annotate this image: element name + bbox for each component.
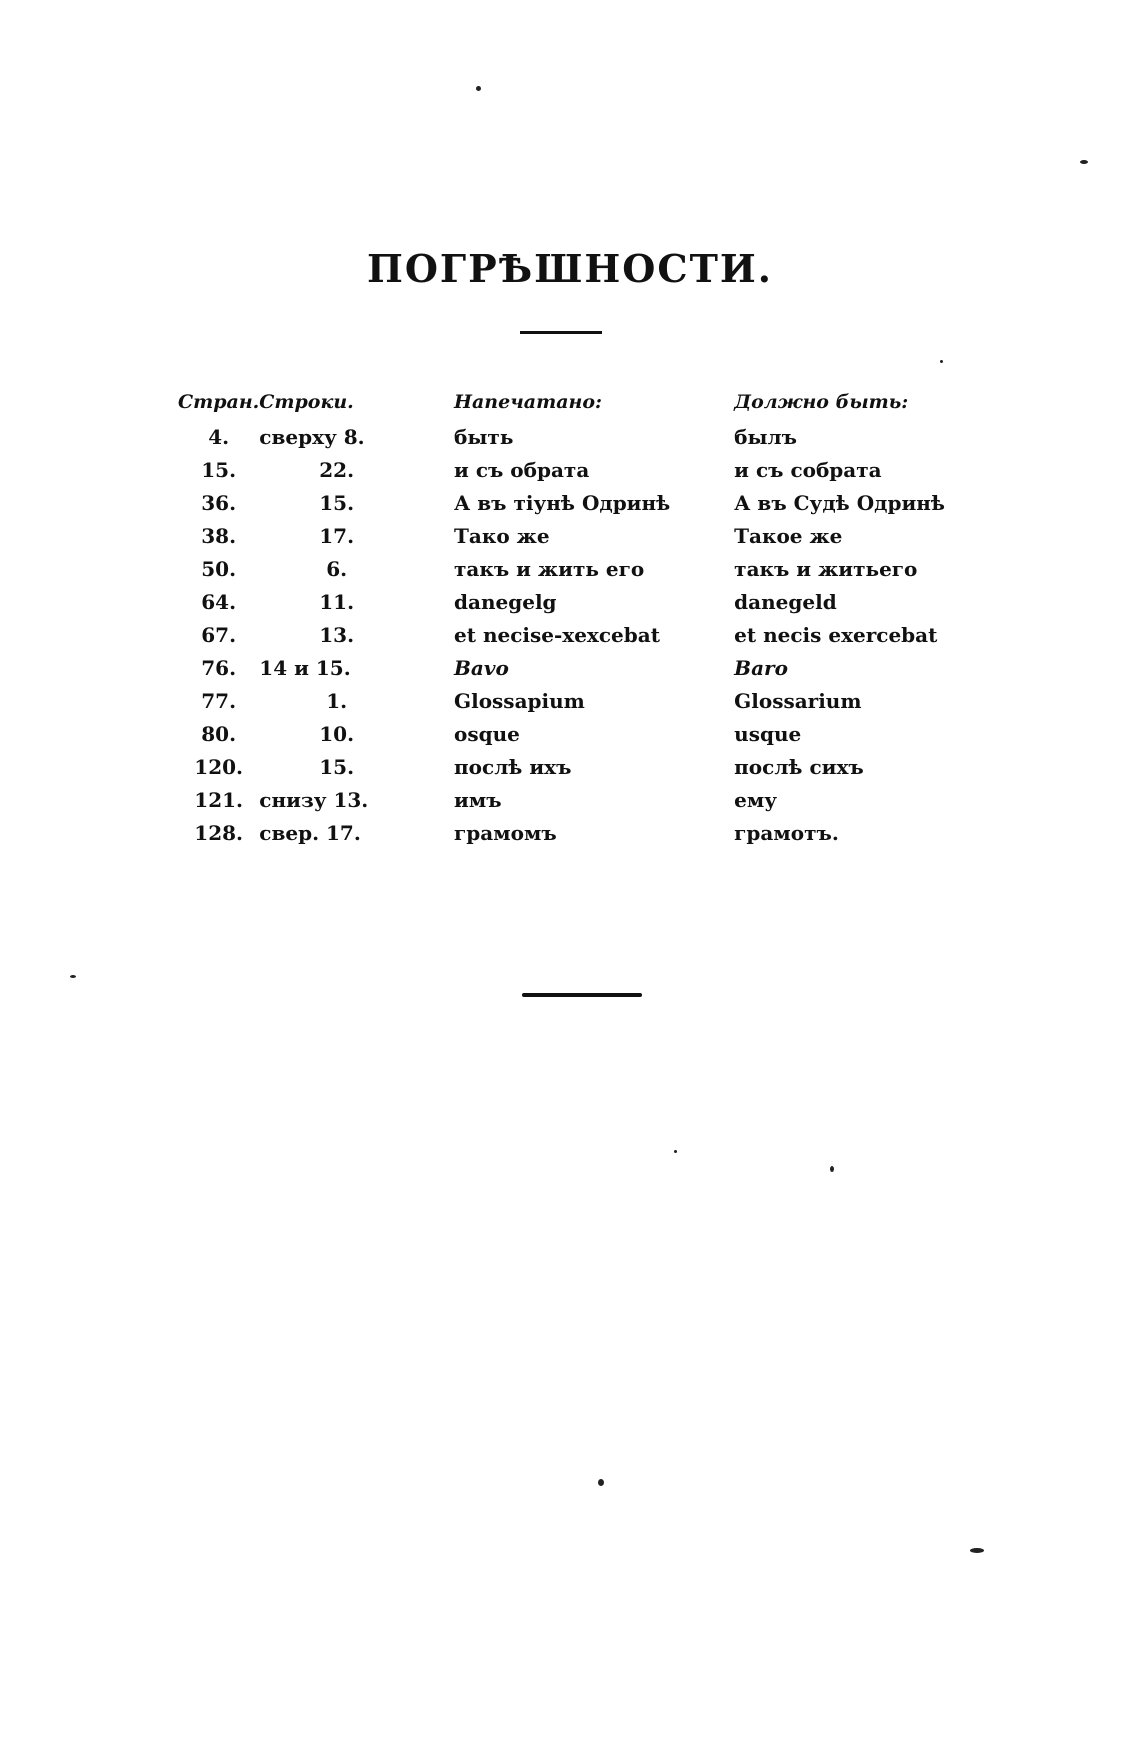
scan-speck [940,360,943,363]
row-should-be: былъ [734,424,798,449]
row-page: 36. [201,490,237,515]
header-line: Строки. [259,391,354,413]
table-row [178,816,978,849]
row-printed: et necise-xexcebat [454,622,660,647]
table-row [178,783,978,816]
row-page: 64. [201,589,237,614]
row-line: сверху 8. [259,424,365,449]
row-printed: быть [454,424,514,449]
row-should-be: danegeld [734,589,837,614]
scan-speck [476,86,481,91]
row-printed: Bavo [454,655,509,680]
row-printed: и съ обрата [454,457,590,482]
header-printed: Напечатано: [454,391,603,413]
row-printed: грамомъ [454,820,557,845]
table-row [178,651,978,684]
row-printed: имъ [454,787,502,812]
row-page: 38. [201,523,237,548]
table-row [178,486,978,519]
row-line: 15. [319,754,355,779]
table-row [178,717,978,750]
scan-speck [830,1166,834,1172]
errata-table [178,384,978,849]
row-printed: А въ тіунѣ Одринѣ [454,490,671,515]
row-should-be: usque [734,721,802,746]
table-row [178,618,978,651]
row-line: 13. [319,622,355,647]
row-page: 120. [194,754,243,779]
row-should-be: такъ и житьего [734,556,918,581]
scan-speck [970,1548,984,1553]
closing-rule [522,993,642,997]
row-printed: Тако же [454,523,550,548]
scan-speck [598,1479,604,1486]
table-row [178,420,978,453]
title-rule [520,331,602,334]
row-page: 67. [201,622,237,647]
row-line: 15. [319,490,355,515]
row-should-be: et necis exercebat [734,622,938,647]
row-printed: Glossapium [454,688,585,713]
row-line: 10. [319,721,355,746]
scan-speck [674,1150,677,1153]
header-should-be: Должно быть: [734,391,909,413]
row-should-be: послѣ сихъ [734,754,864,779]
row-page: 15. [201,457,237,482]
row-line: 11. [319,589,355,614]
row-page: 50. [201,556,237,581]
scan-speck [1080,160,1088,164]
row-line: 14 и 15. [259,655,351,680]
row-line: снизу 13. [259,787,369,812]
row-page: 121. [194,787,243,812]
row-should-be: Glossarium [734,688,862,713]
scan-speck [70,975,76,978]
table-row [178,750,978,783]
row-line: 6. [326,556,348,581]
table-row [178,585,978,618]
row-printed: такъ и жить его [454,556,645,581]
row-printed: osque [454,721,520,746]
row-should-be: и съ собрата [734,457,882,482]
row-should-be: Baro [734,655,788,680]
row-page: 77. [201,688,237,713]
table-row [178,552,978,585]
row-should-be: Такое же [734,523,843,548]
errata-header-row [178,384,978,420]
table-row [178,684,978,717]
row-line: 1. [326,688,348,713]
page-title: ПОГРѢШНОСТИ. [366,246,774,291]
row-should-be: А въ Судѣ Одринѣ [734,490,945,515]
table-row [178,519,978,552]
row-line: 22. [319,457,355,482]
table-row [178,453,978,486]
row-page: 4. [208,424,230,449]
row-printed: послѣ ихъ [454,754,572,779]
header-page: Стран. [178,391,260,413]
row-line: свер. 17. [259,820,361,845]
row-printed: danegelg [454,589,557,614]
row-page: 128. [194,820,243,845]
row-page: 76. [201,655,237,680]
row-line: 17. [319,523,355,548]
row-page: 80. [201,721,237,746]
row-should-be: ему [734,787,778,812]
row-should-be: грамотъ. [734,820,839,845]
